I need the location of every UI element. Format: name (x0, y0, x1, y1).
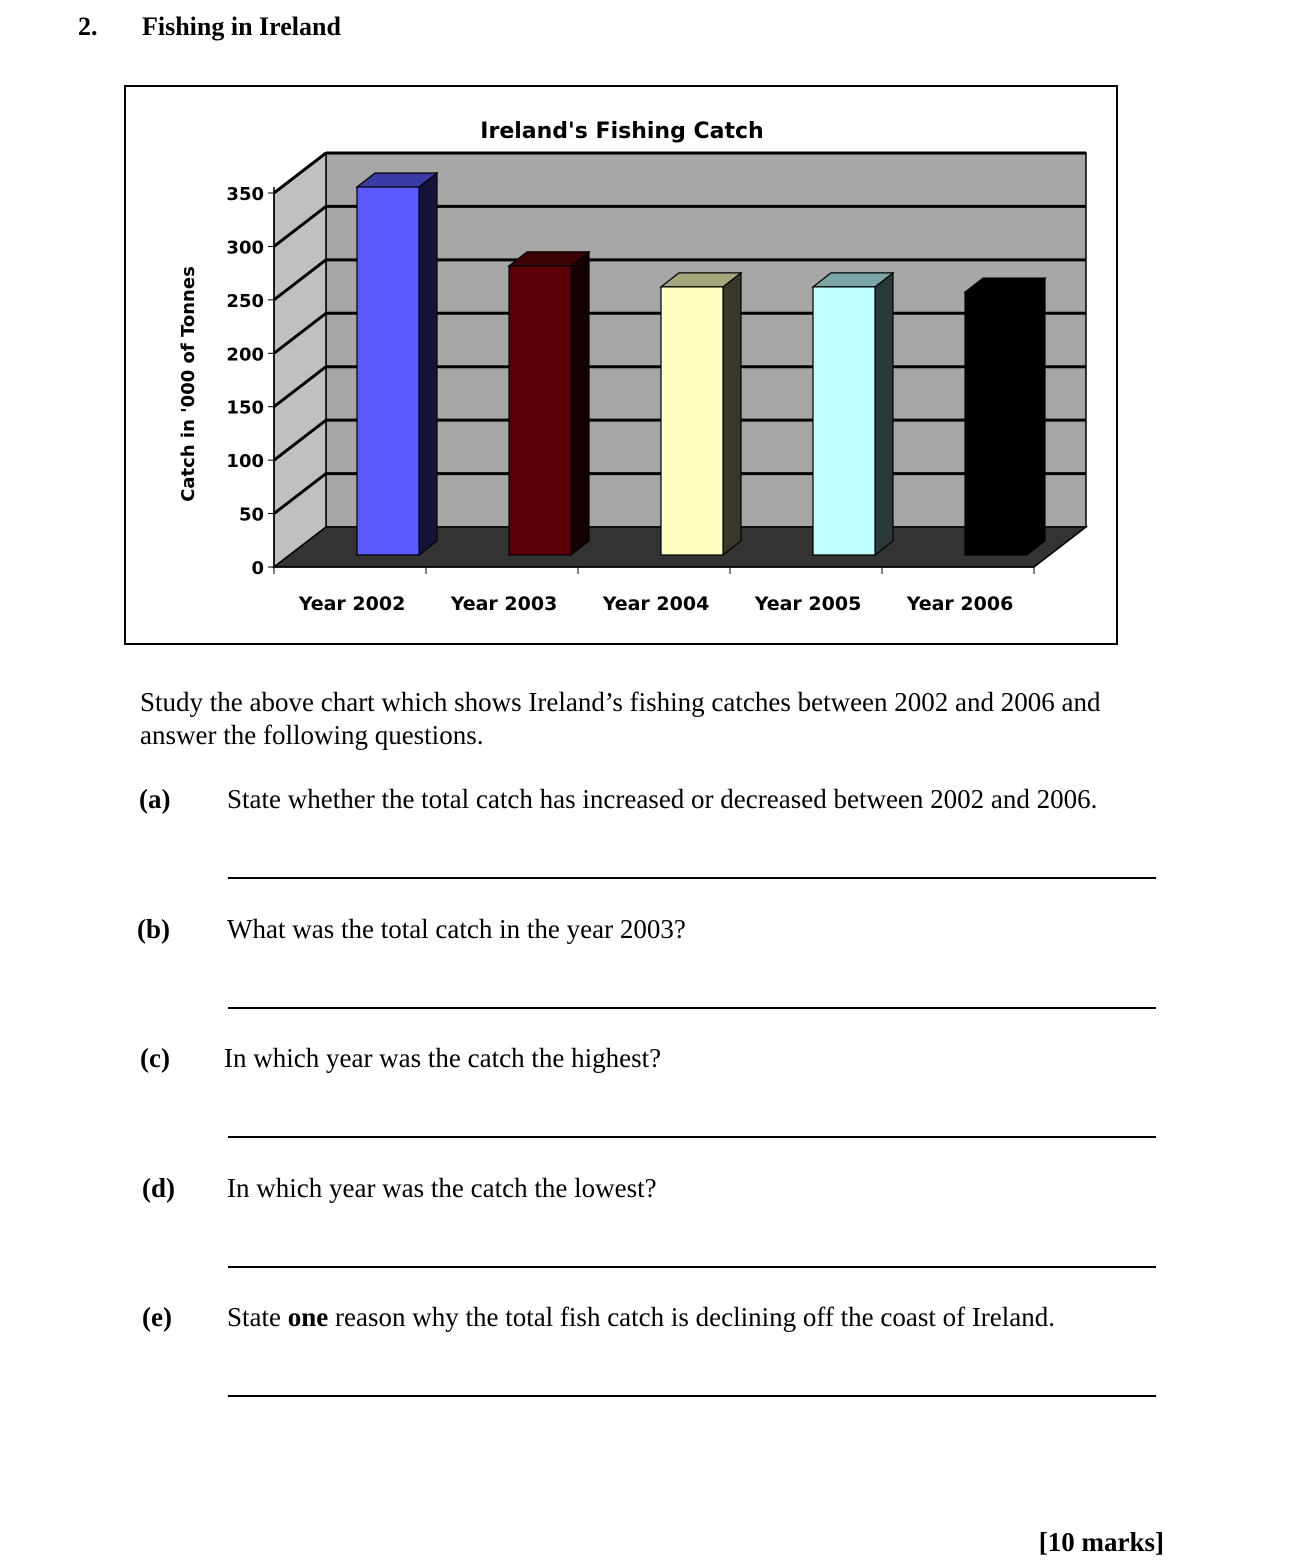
bar-front (357, 187, 419, 555)
x-tick-label: Year 2004 (602, 593, 710, 615)
bar-side (723, 273, 741, 555)
x-tick-label: Year 2003 (450, 593, 558, 615)
answer-line-b[interactable] (228, 1007, 1156, 1009)
x-tick-label: Year 2005 (754, 593, 862, 615)
question-d-label: (d) (142, 1173, 175, 1203)
bar-front (965, 292, 1027, 555)
question-e-text (227, 1302, 1055, 1333)
x-tick-label: Year 2006 (906, 593, 1014, 615)
question-e-emphasis: one (287, 1302, 329, 1332)
question-e-label: (e) (142, 1302, 172, 1332)
y-tick-label: 300 (226, 237, 264, 259)
question-b-label: (b) (137, 914, 170, 944)
marks-total: [10 marks] (1038, 1527, 1164, 1557)
y-tick-label: 100 (226, 451, 264, 473)
question-d-text: In which year was the catch the lowest? (227, 1173, 657, 1203)
bar-front (813, 287, 875, 555)
y-tick-label: 250 (226, 290, 264, 312)
y-tick-label: 150 (226, 397, 264, 419)
bar-side (571, 252, 589, 555)
y-tick-label: 200 (226, 344, 264, 366)
question-number: 2. (78, 12, 98, 41)
question-b-text: What was the total catch in the year 2003? (227, 914, 686, 944)
bar-year-2004 (661, 273, 741, 555)
chart-title: Ireland's Fishing Catch (480, 119, 764, 144)
bar-side (875, 273, 893, 555)
y-tick-label: 50 (238, 504, 264, 526)
question-e-text-before: State (227, 1302, 288, 1332)
answer-line-a[interactable] (228, 877, 1156, 879)
chart-container (124, 85, 1118, 645)
intro-paragraph: Study the above chart which shows Ireland’s fishing catches between 2002 and 2006 and answer the following questions. (140, 687, 1101, 750)
bar-side (419, 173, 437, 555)
bar-year-2006 (965, 278, 1045, 555)
question-e-text-after: reason why the total fish catch is declining off the coast of Ireland. (328, 1302, 1056, 1332)
y-axis-label: Catch in '000 of Tonnes (178, 266, 199, 502)
question-c-label: (c) (140, 1043, 170, 1073)
bar-year-2003 (509, 252, 589, 555)
question-c-text: In which year was the catch the highest? (224, 1043, 662, 1073)
question-title: Fishing in Ireland (142, 12, 341, 41)
question-a-label: (a) (139, 784, 171, 814)
y-tick-label: 350 (226, 184, 264, 205)
chart-side-wall (274, 153, 326, 567)
x-tick-label: Year 2002 (298, 593, 406, 615)
bar-side (1027, 278, 1045, 555)
question-a-text: State whether the total catch has increased or decreased between 2002 and 2006. (227, 784, 1098, 814)
answer-line-e[interactable] (228, 1395, 1156, 1397)
answer-line-c[interactable] (228, 1136, 1156, 1138)
y-tick-label: 0 (251, 558, 264, 579)
answer-line-d[interactable] (228, 1266, 1156, 1268)
bar-year-2005 (813, 273, 893, 555)
bar-front (509, 266, 571, 555)
bar-year-2002 (357, 173, 437, 555)
bar-front (661, 287, 723, 555)
bar-chart (126, 87, 1116, 643)
